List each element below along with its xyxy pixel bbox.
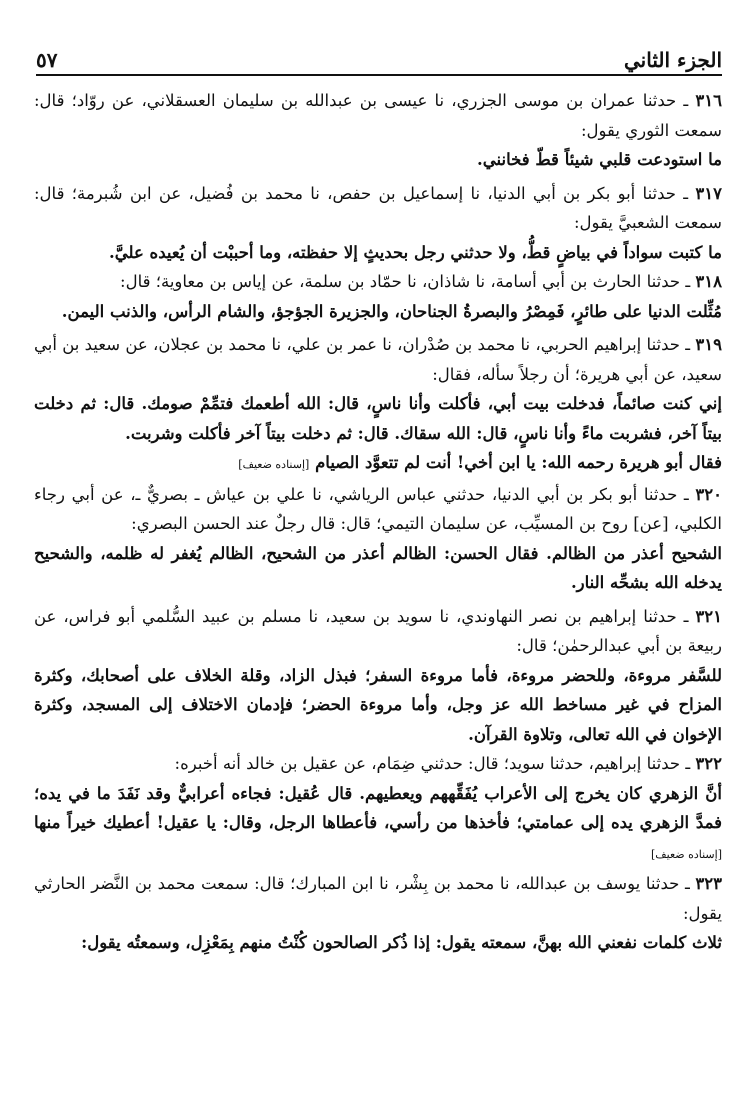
isnad-paragraph	[34, 86, 722, 145]
isnad-paragraph	[34, 869, 722, 928]
running-title: الجزء الثاني	[624, 48, 722, 72]
quote-paragraph	[34, 779, 722, 870]
isnad-text: ـ حدثنا إبراهيم الحربي، نا محمد بن صُدْران، نا عمر بن علي، نا محمد بن عجلان، عن سعيد بن أبي سعيد، عن أبي هريرة؛ أن رجلاً سأله، فقال:	[34, 335, 722, 384]
quote-text: ما استودعت قلبي شيئاً قطّ فخانني.	[477, 150, 722, 169]
quote-text: الشحيح أعذر من الظالم. فقال الحسن: الظالم أعذر من الشحيح، الظالم يُغفر له ظلمه، والشحيح يدخله الله بشحِّه النار.	[34, 543, 722, 592]
quote-text: فقال أبو هريرة رحمه الله: يا ابن أخي! أنت لم تتعوَّد الصيام	[315, 453, 722, 472]
isnad-text: ـ حدثنا الحارث بن أبي أسامة، نا شاذان، نا حمّاد بن سلمة، عن إياس بن معاوية؛ قال:	[120, 272, 696, 291]
hadith-number: ٣١٦	[695, 91, 722, 110]
isnad-grade-note: [إسناده ضعيف]	[238, 458, 310, 471]
hadith-number: ٣١٩	[695, 335, 722, 354]
isnad-paragraph	[34, 330, 722, 389]
quote-paragraph	[34, 661, 722, 750]
isnad-text: ـ حدثنا عمران بن موسى الجزري، نا عيسى بن عبدالله بن سليمان العسقلاني، عن روّاد؛ قال: سمعت الثوري يقول:	[34, 91, 722, 140]
isnad-paragraph	[34, 749, 722, 779]
isnad-text: ـ حدثنا أبو بكر بن أبي الدنيا، نا إسماعيل بن حفص، نا محمد بن فُضيل، عن ابن شُبرمة؛ قال: سمعت الشعبيَّ يقول:	[34, 183, 722, 232]
quote-paragraph	[34, 448, 722, 480]
isnad-paragraph	[34, 602, 722, 661]
quote-text: إني كنت صائماً، فدخلت بيت أبي، فأكلت وأنا ناسٍ، قال: الله أطعمك فتمِّمْ صومك. قال: ثم دخلت بيتاً آخر، فشربت ماءً وأنا ناسٍ، قال: الله سقاك. قال: ثم دخلت بيتاً آخر فأكلت وشربت.	[34, 394, 722, 443]
isnad-paragraph	[34, 179, 722, 238]
hadith-number: ٣٢٢	[695, 754, 722, 773]
isnad-text: ـ حدثنا أبو بكر بن أبي الدنيا، حدثني عباس الرياشي، نا علي بن عياش ـ بصريٌّ ـ، عن أبي رجاء الكلبي، [عن] روح بن المسيِّب، عن سليمان التيمي؛ قال: قال رجلٌ عند الحسن البصري:	[34, 484, 722, 533]
hadith-number: ٣١٨	[695, 272, 722, 291]
page-body	[34, 86, 722, 958]
isnad-text: ـ حدثنا إبراهيم بن نصر النهاوندي، نا سويد بن سعيد، نا مسلم بن عبيد السُّلمي أبو فراس، عن ربيعة بن أبي عبدالرحمٰن؛ قال:	[34, 606, 722, 655]
hadith-number: ٣١٧	[695, 183, 722, 203]
page-header	[36, 38, 722, 76]
quote-text: مُثِّلت الدنيا على طائرٍ، فَمِصْرُ والبصرةُ الجناحان، والجزيرة الجؤجؤ، والشام الرأس، والذنب اليمن.	[61, 301, 722, 321]
isnad-grade-note: [إسناده ضعيف]	[650, 847, 722, 861]
isnad-text: ـ حدثنا إبراهيم، حدثنا سويد؛ قال: حدثني ضِمَام، عن عقيل بن خالد أنه أخبره:	[174, 754, 696, 773]
quote-paragraph	[34, 297, 722, 327]
hadith-number: ٣٢١	[695, 606, 722, 626]
quote-text: ما كتبت سواداً في بياضٍ قطُّ، ولا حدثني رجل بحديثٍ إلا حفظته، وما أحببْت أن يُعيده عليَّ.	[109, 242, 722, 262]
isnad-paragraph	[34, 480, 722, 539]
hadith-number: ٣٢٣	[695, 874, 722, 893]
quote-text: ثلاث كلمات نفعني الله بهنَّ، سمعته يقول: إذا ذُكر الصالحون كُنْتُ منهم بِمَعْزِل، وسمعتُه يقول:	[81, 933, 722, 952]
quote-text: أنَّ الزهري كان يخرج إلى الأعراب يُفَقِّههم ويعطيهم. قال عُقيل: فجاءه أعرابيٌّ وقد نَفَدَ ما في يده؛ فمدَّ الزهري يده إلى عمامتي؛ فأخذها من رأسي، فأعطاها الرجل، وقال: يا عقيل! أعطيك خيراً منها	[34, 783, 722, 832]
quote-paragraph	[34, 238, 722, 268]
page-number: ٥٧	[36, 48, 58, 72]
quote-paragraph	[34, 539, 722, 598]
quote-paragraph	[34, 145, 722, 175]
quote-paragraph	[34, 928, 722, 958]
hadith-number: ٣٢٠	[695, 484, 722, 504]
quote-paragraph	[34, 389, 722, 448]
quote-text: للسَّفر مروءة، وللحضر مروءة، فأما مروءة السفر؛ فبذل الزاد، وقلة الخلاف على أصحابك، وكثرة المزاح في غير مساخط الله عز وجل، وأما مروءة الحضر؛ فإدمان الاختلاف إلى المسجد، وكثرة الإخوان في الله تعالى، وتلاوة القرآن.	[34, 665, 722, 744]
isnad-paragraph	[34, 267, 722, 297]
isnad-text: ـ حدثنا يوسف بن عبدالله، نا محمد بن بِشْر، نا ابن المبارك؛ قال: سمعت محمد بن النَّضر الحارثي يقول:	[34, 874, 722, 923]
